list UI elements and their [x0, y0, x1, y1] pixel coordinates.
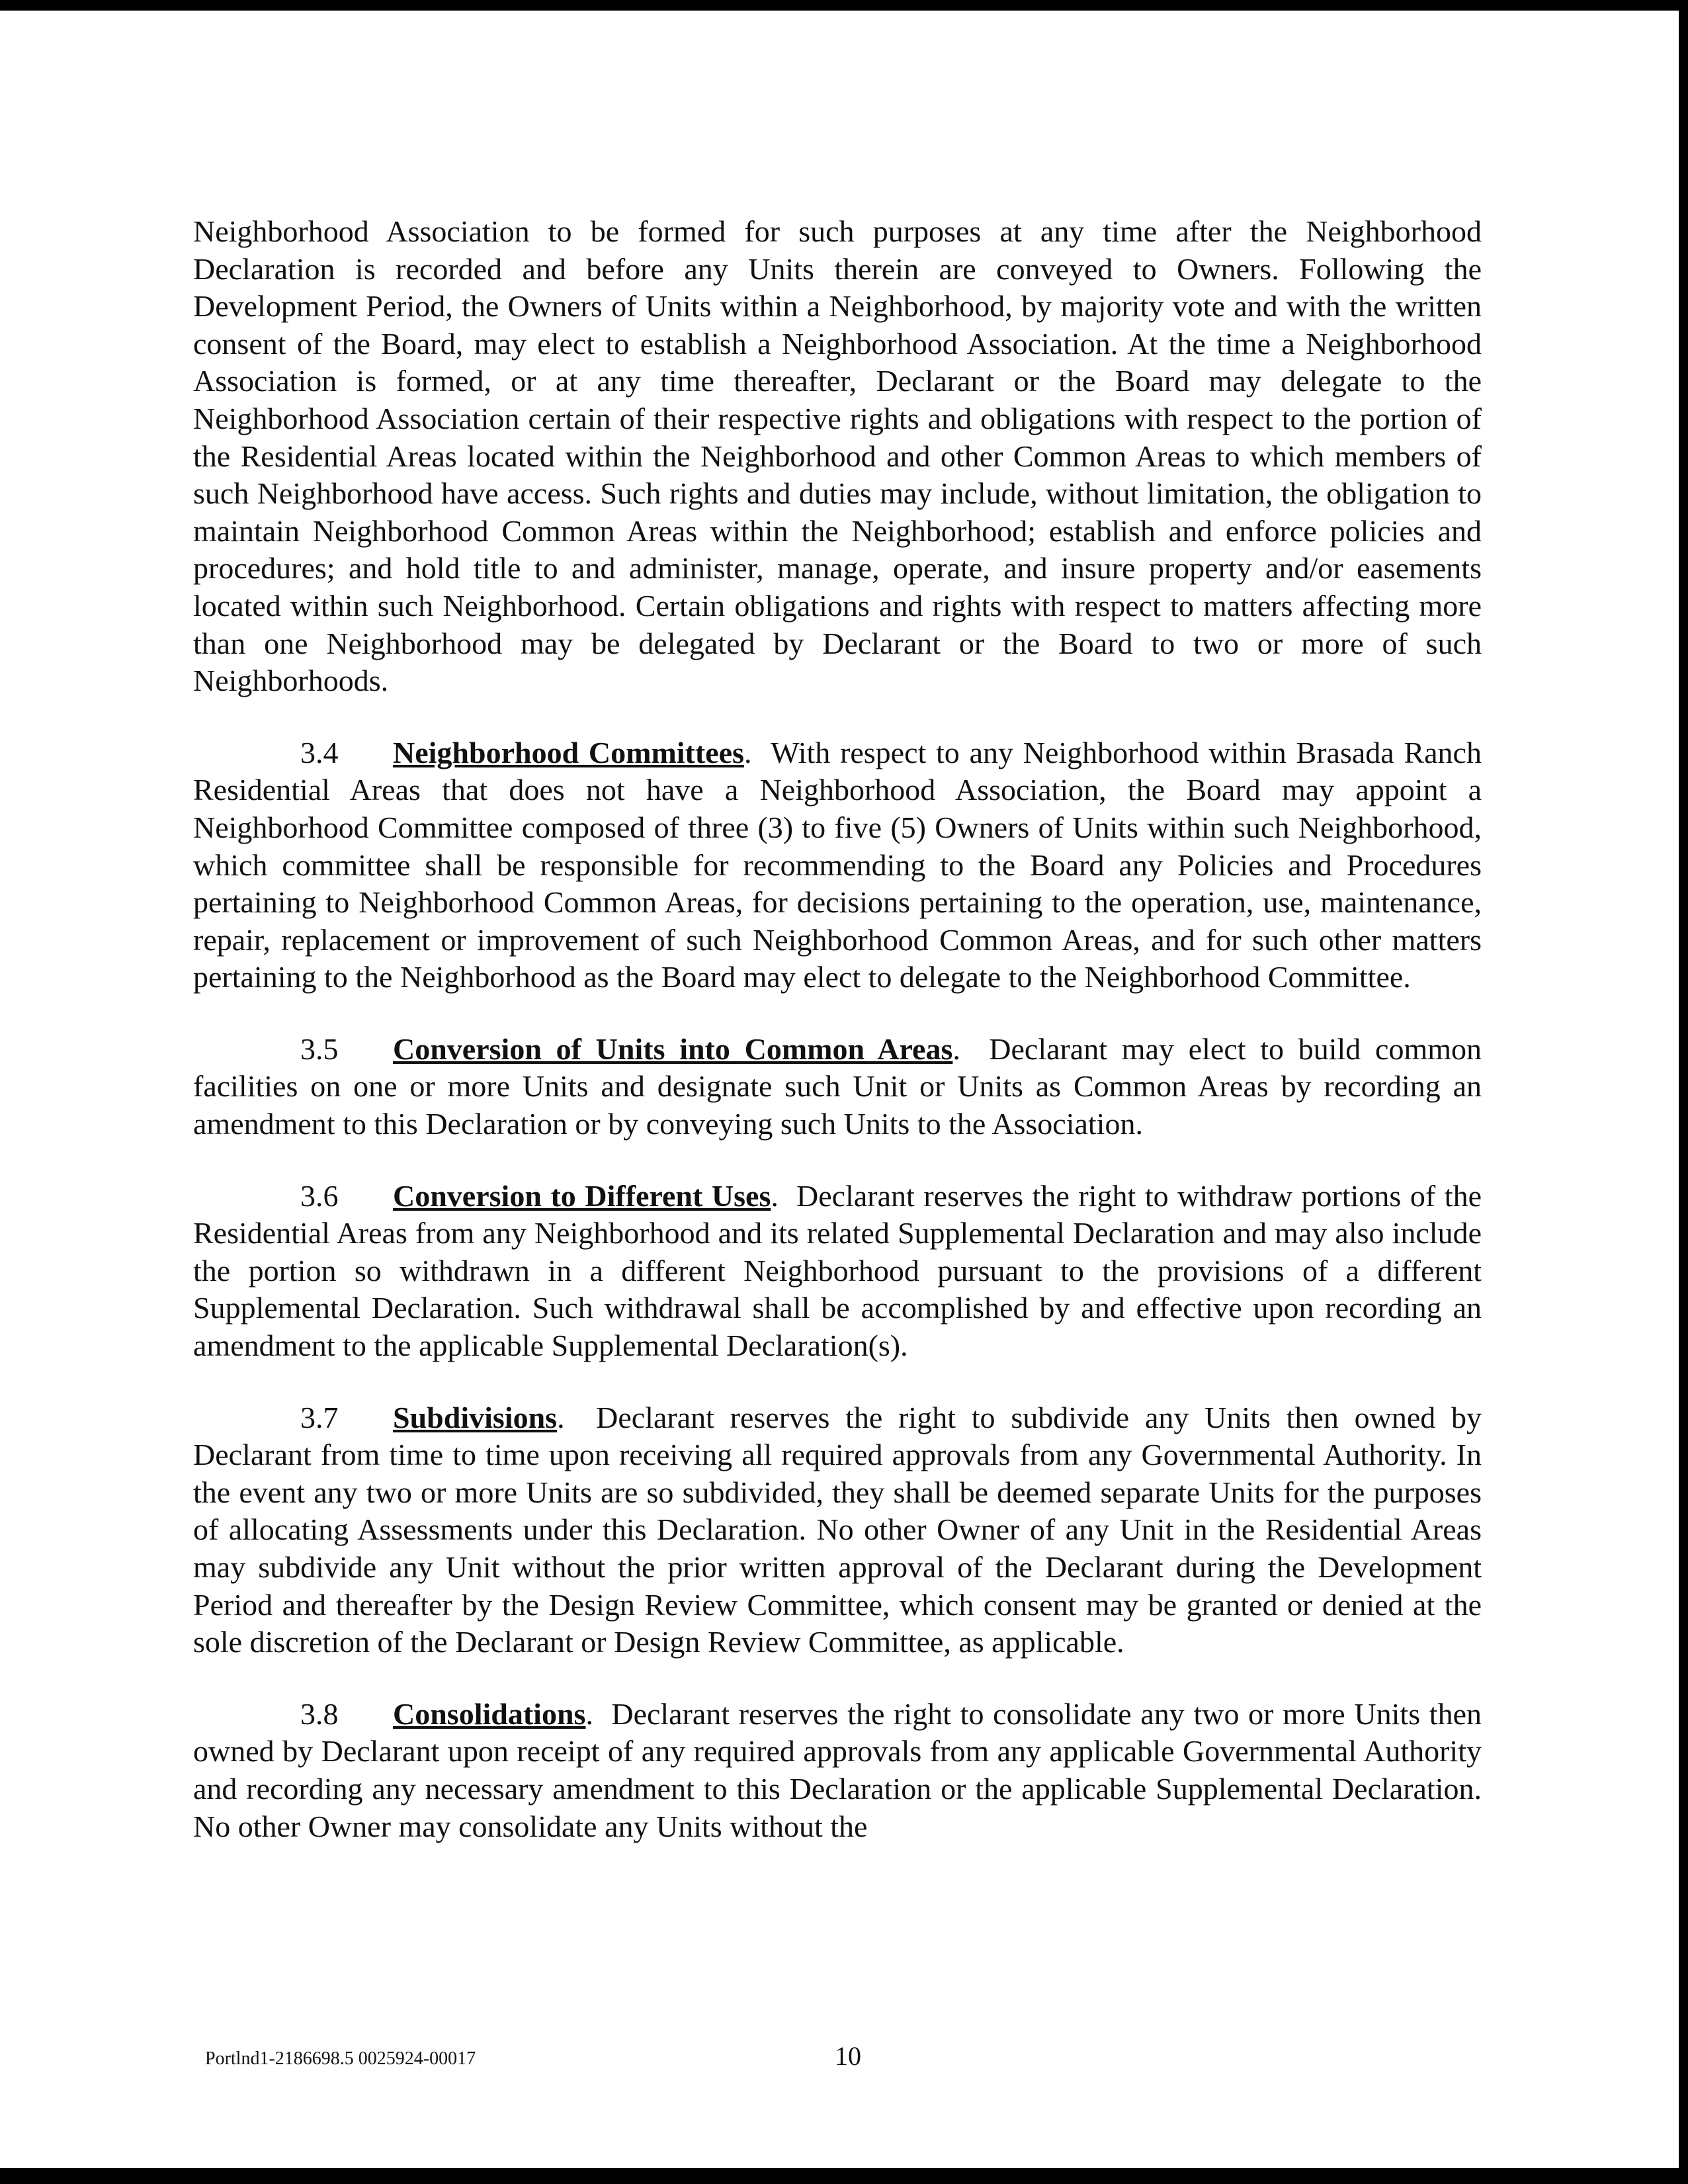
title-period: .	[743, 735, 752, 769]
document-body	[193, 213, 1482, 1880]
title-period: .	[585, 1696, 593, 1731]
section-title: Consolidations	[393, 1696, 586, 1731]
section-text: Declarant reserves the right to consolidate any two or more Units then owned by Declarant upon receipt of any required approvals from any applicable Governmental Authority and recording any necessary amendment to this Declaration or the applicable Supplemental Declaration. No other Owner may consolidate any Units without the	[193, 1696, 1482, 1843]
section-title: Neighborhood Committees	[393, 735, 744, 769]
section-text: Declarant may elect to build common facilities on one or more Units and designate such Unit or Units as Common Areas by recording an amendment to this Declaration or by conveying such Units to the Association.	[193, 1031, 1482, 1141]
section-number: 3.7	[300, 1400, 339, 1434]
section-3-4	[193, 734, 1482, 996]
section-text: Declarant reserves the right to withdraw portions of the Residential Areas from any Neighborhood and its related Supplemental Declaration and may also include the portion so withdrawn in a different Neighborhood pursuant to the provisions of a different Supplemental Declaration. Such withdrawal shall be accomplished by and effective upon recording an amendment to the applicable Supplemental Declaration(s).	[193, 1178, 1482, 1363]
continued-paragraph: Neighborhood Association to be formed for such purposes at any time after the Neighborhood Declaration is recorded and before any Units therein are conveyed to Owners. Following the Development Period, the Owners of Units within a Neighborhood, by majority vote and with the written consent of the Board, may elect to establish a Neighborhood Association. At the time a Neighborhood Association is formed, or at any time thereafter, Declarant or the Board may delegate to the Neighborhood Association certain of their respective rights and obligations with respect to the portion of the Residential Areas located within the Neighborhood and other Common Areas to which members of such Neighborhood have access. Such rights and duties may include, without limitation, the obligation to maintain Neighborhood Common Areas within the Neighborhood; establish and enforce policies and procedures; and hold title to and administer, manage, operate, and insure property and/or easements located within such Neighborhood. Certain obligations and rights with respect to matters affecting more than one Neighborhood may be delegated by Declarant or the Board to two or more of such Neighborhoods.	[193, 214, 1482, 698]
scan-border-top	[0, 0, 1688, 11]
section-number: 3.5	[300, 1031, 339, 1066]
page-number: 10	[835, 2041, 861, 2071]
section-number: 3.8	[300, 1696, 339, 1731]
section-number: 3.6	[300, 1178, 339, 1213]
section-3-5	[193, 1031, 1482, 1143]
section-3-8	[193, 1696, 1482, 1845]
section-3-6	[193, 1178, 1482, 1365]
section-number: 3.4	[300, 735, 339, 769]
scan-border-right	[1679, 0, 1688, 2184]
title-period: .	[557, 1400, 565, 1434]
section-title: Conversion to Different Uses	[393, 1178, 771, 1213]
section-title: Subdivisions	[393, 1400, 558, 1434]
section-text: Declarant reserves the right to subdivide any Units then owned by Declarant from time to time upon receiving all required approvals from any Governmental Authority. In the event any two or more Units are so subdivided, they shall be deemed separate Units for the purposes of allocating Assessments under this Declaration. No other Owner of any Unit in the Residential Areas may subdivide any Unit without the prior written approval of the Declarant during the Development Period and thereafter by the Design Review Committee, which consent may be granted or denied at the sole discretion of the Declarant or Design Review Committee, as applicable.	[193, 1400, 1482, 1659]
section-3-7	[193, 1399, 1482, 1661]
footer-document-id: Portlnd1-2186698.5 0025924-00017	[205, 2048, 476, 2069]
title-period: .	[771, 1178, 779, 1213]
section-title: Conversion of Units into Common Areas	[393, 1031, 953, 1066]
section-text: With respect to any Neighborhood within Brasada Ranch Residential Areas that does not have a Neighborhood Association, the Board may appoint a Neighborhood Committee composed of three (3) to five (5) Owners of Units within such Neighborhood, which committee shall be responsible for recommending to the Board any Policies and Procedures pertaining to Neighborhood Common Areas, for decisions pertaining to the operation, use, maintenance, repair, replacement or improvement of such Neighborhood Common Areas, and for such other matters pertaining to the Neighborhood as the Board may elect to delegate to the Neighborhood Committee.	[193, 735, 1482, 994]
scan-border-bottom	[0, 2168, 1688, 2184]
title-period: .	[952, 1031, 960, 1066]
